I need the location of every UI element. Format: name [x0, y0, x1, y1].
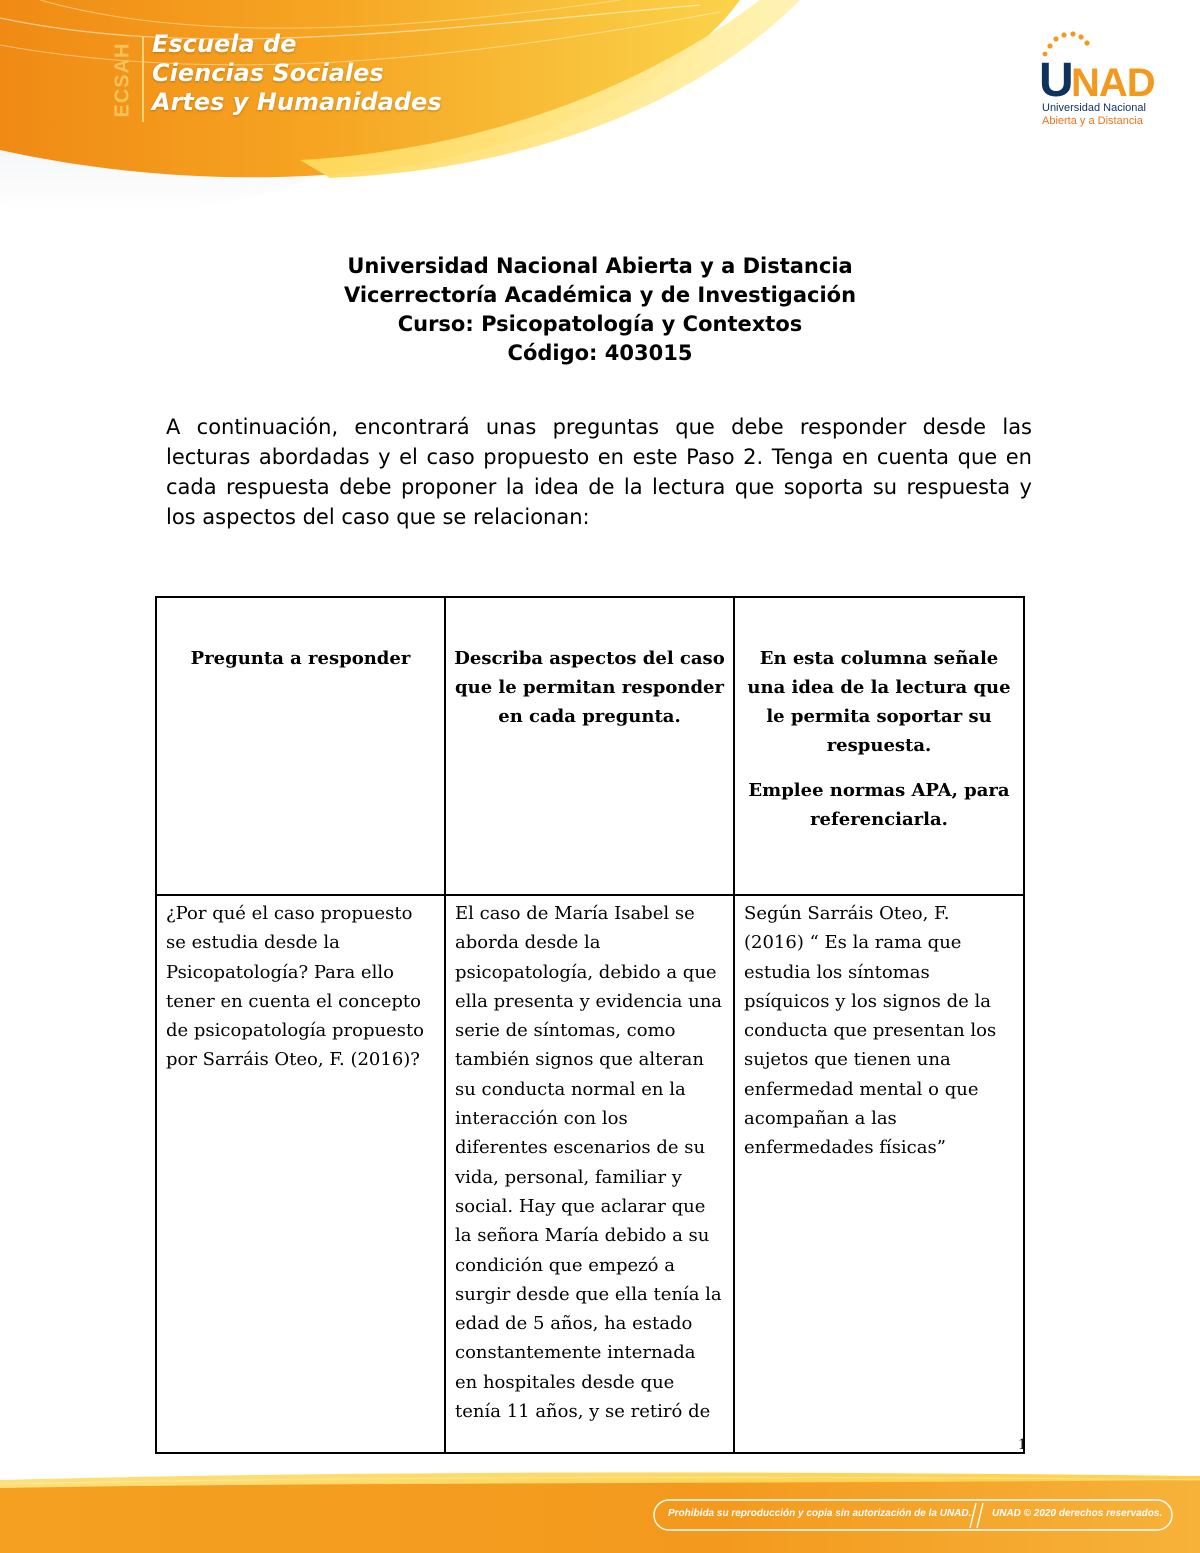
header-question-text: Pregunta a responder: [190, 648, 411, 669]
cell-reading-idea-text: Según Sarráis Oteo, F. (2016) “ Es la rama que estudia los síntomas psíquicos y los signos de la conducta que presentan los sujetos que tienen una enfermedad mental o que acompañan a las enfermedades físicas”: [744, 903, 997, 1159]
title-code: Código: 403015: [507, 341, 693, 365]
cell-question: [156, 895, 445, 1453]
intro-paragraph: A continuación, encontrará unas preguntas que debe responder desde las lecturas abordadas y el caso propuesto en este Paso 2. Tenga en cuenta que en cada respuesta debe proponer la idea de la lectura que soporta su respuesta y los aspectos del caso que se relacionan:: [166, 415, 1032, 529]
header-case-aspects: [445, 597, 734, 895]
school-line-3: Artes y Humanidades: [152, 88, 442, 116]
page-number: 1: [1018, 1436, 1026, 1453]
school-divider: [142, 36, 144, 122]
header-reading-idea: [734, 597, 1024, 895]
title-university: Universidad Nacional Abierta y a Distancia: [347, 254, 853, 278]
header-case-aspects-text: Describa aspectos del caso que le permitan responder en cada pregunta.: [454, 648, 725, 727]
title-vicerrectoria: Vicerrectoría Académica y de Investigación: [343, 283, 857, 307]
table-header-row: [156, 597, 1024, 895]
school-line-1: Escuela de: [152, 30, 297, 58]
header-reading-idea-text: En esta columna señale una idea de la lectura que le permita soportar su respuesta.: [747, 648, 1011, 756]
cell-reading-idea: [734, 895, 1024, 1453]
unad-logo-caption: [1042, 102, 1146, 128]
school-line-2: Ciencias Sociales: [152, 59, 384, 87]
cell-question-text: ¿Por qué el caso propuesto se estudia desde la Psicopatología? Para ello tener en cuenta el concepto de psicopatología propuesto por Sarráis Oteo, F. (2016)?: [166, 903, 425, 1071]
questions-table: [155, 596, 1025, 1454]
school-name: [152, 30, 442, 117]
footer-rights: UNAD © 2020 derechos reservados.: [992, 1508, 1163, 1519]
footer-copyright-notice: Prohibida su reproducción y copia sin autorización de la UNAD.: [668, 1508, 972, 1519]
table-row: [156, 895, 1024, 1453]
cell-case-aspects-text: El caso de María Isabel se aborda desde la psicopatología, debido a que ella presenta y evidencia una serie de síntomas, como también signos que alteran su conducta normal en la interacción con los diferentes escenarios de su vida, personal, familiar y social. Hay que aclarar que la señora María debido a su condición que empezó a surgir desde que ella tenía la edad de 5 años, ha estado constantemente internada en hospitales desde que tenía 11 años, y se retiró de: [455, 903, 723, 1423]
header-apa-note: Emplee normas APA, para referenciarla.: [748, 780, 1010, 830]
title-block: [0, 252, 1200, 368]
svg-text:NAD: NAD: [1071, 61, 1155, 105]
unad-caption-line-1: Universidad Nacional: [1042, 102, 1146, 114]
header-question: [156, 597, 445, 895]
title-course: Curso: Psicopatología y Contextos: [397, 312, 803, 336]
svg-text:U: U: [1039, 54, 1074, 107]
cell-case-aspects: [445, 895, 734, 1453]
school-acronym: ECSAH: [111, 42, 134, 118]
unad-caption-line-2: Abierta y a Distancia: [1042, 115, 1143, 127]
